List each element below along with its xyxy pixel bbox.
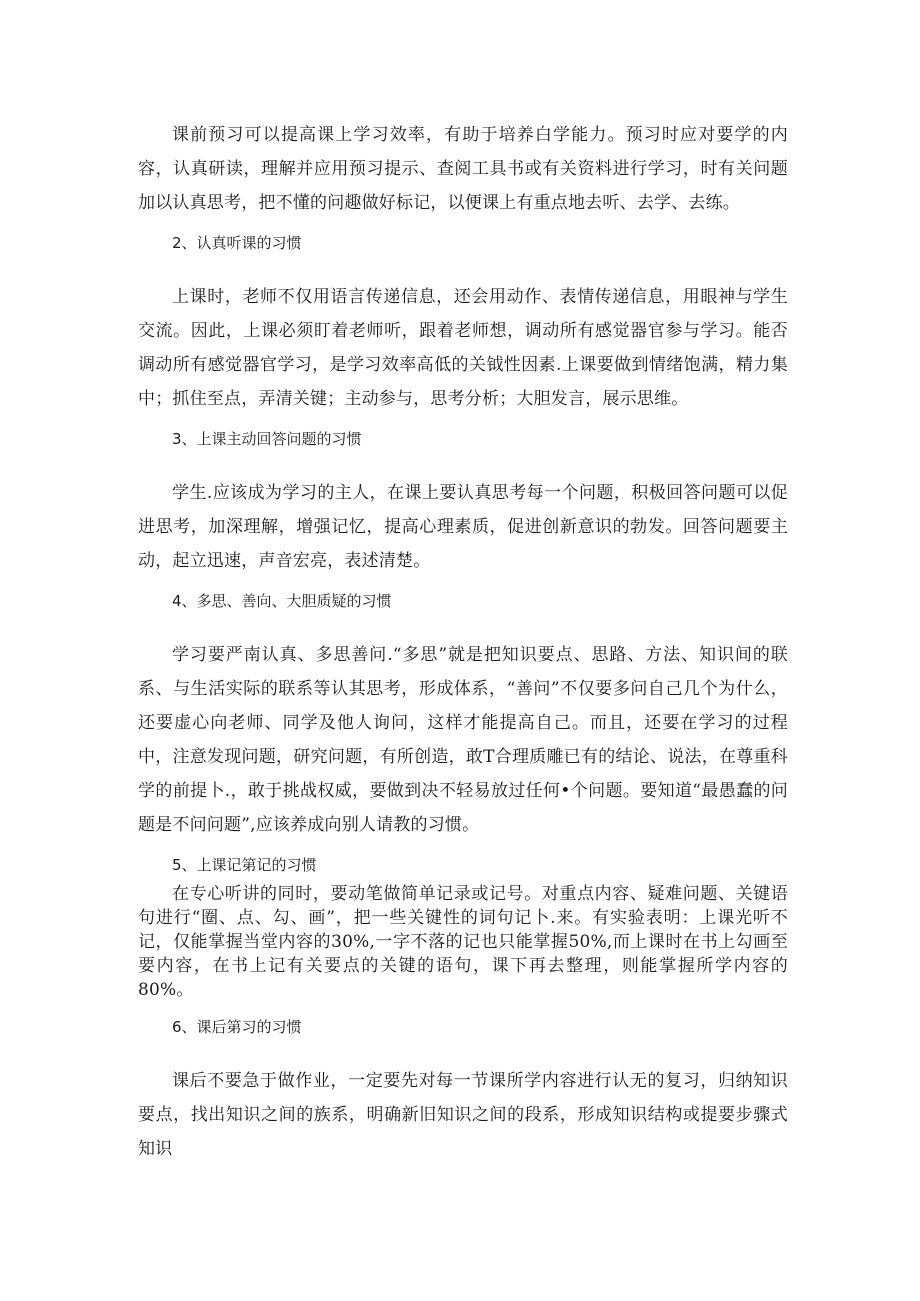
paragraph-questioning: 学习要严南认真、多思善问.“多思”就是把知识要点、思路、方法、知识间的联系、与生活实际的联系等认其思考，形成体系，“善问”不仅要多问自己几个为什么，还要虚心向老师、同学及他人询问，这样才能提高自己。而且，还要在学习的过程中，注意发现问题，研究问题，有所创造，敢T合理质雕已有的结论、说法，在尊重科学的前提卜.，敢于挑战权威，要做到决不轻易放过任何•个问题。要知道“最愚蠢的问题是不问问题”,应该养成向别人请教的习惯。	[138, 645, 788, 835]
heading-questioning: 4、多思、善向、大胆质疑的习惯	[172, 592, 392, 610]
heading-notes: 5、上课记第记的习惯	[172, 856, 317, 874]
paragraph-answering: 学生.应该成为学习的主人，在课上要认真思考每一个问题，积极回答问题可以促进思考，加深理解，增强记忆，提高心理素质，促进创新意识的勃发。回答问题要主动，起立迅速，声音宏亮，表述清楚。	[138, 483, 788, 571]
paragraph-notes: 在专心听讲的同时，要动笔做简单记录或记号。对重点内容、疑难问题、关键语句进行“圈、点、勾、画”，把一些关键性的词句记卜.来。有实验表明：上课光听不记，仅能掌握当堂内容的30%,一字不落的记也只能掌握50%,而上课时在书上勾画至要内容，在书上记有关要点的关键的语句，课下再去整理，则能掌握所学内容的80%。	[138, 884, 788, 1000]
heading-review: 6、课后第习的习惯	[172, 1018, 302, 1036]
paragraph-review: 课后不要急于做作业，一定要先对每一节课所学内容进行认无的复习，归纳知识要点，找出知识之间的族系，明确新旧知识之间的段系，形成知识结构或提要步骤式知识	[138, 1071, 788, 1159]
paragraph-listening: 上课时，老师不仅用语言传递信息，还会用动作、表情传递信息，用眼神与学生交流。因此，上课必须盯着老师听，跟着老师想，调动所有感觉器官参与学习。能否调动所有感觉器官学习，是学习效率高低的关钺性因素.上课要做到情绪饱满，精力集中；抓住至点，弄清关键；主动参与，思考分析；大胆发言，展示思维。	[138, 287, 788, 409]
heading-answering: 3、上课主动回答问题的习惯	[172, 430, 362, 448]
paragraph-preview: 课前预习可以提高课上学习效率，有助于培养白学能力。预习时应对要学的内容，认真研读，理解并应用预习提示、查阅工具书或有关资料进行学习，时有关问题加以认真思考，把不懂的问趣做好标记，以便课上有重点地去听、去学、去练。	[138, 125, 788, 213]
document-body	[138, 118, 788, 1166]
heading-listening: 2、认真听课的习惯	[172, 234, 302, 252]
